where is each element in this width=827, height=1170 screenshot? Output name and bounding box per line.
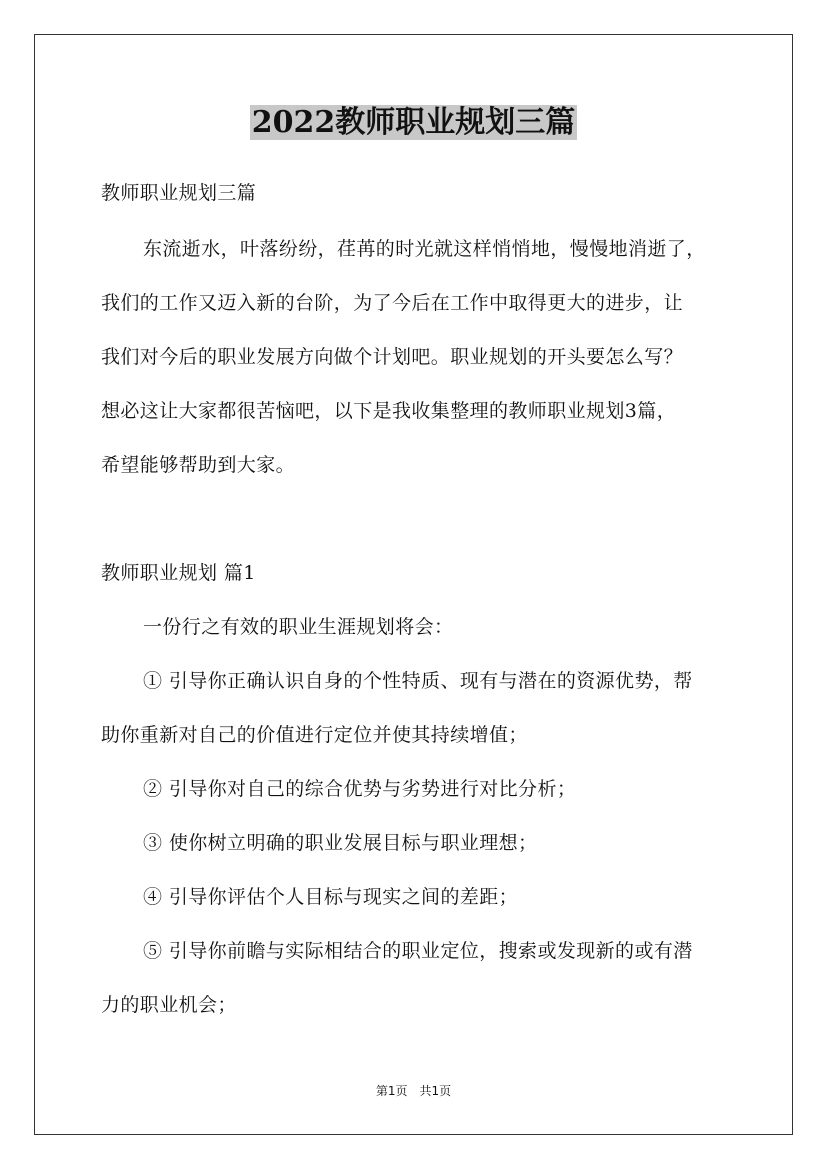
list-item-5: ⑤ 引导你前瞻与实际相结合的职业定位，搜索或发现新的或有潜 — [143, 940, 693, 962]
intro-line-4: 想必这让大家都很苦恼吧，以下是我收集整理的教师职业规划3篇， — [101, 400, 677, 422]
document-subtitle: 教师职业规划三篇 — [101, 182, 257, 204]
list-item-1: ① 引导你正确认识自身的个性特质、现有与潜在的资源优势，帮 — [143, 670, 693, 692]
section-lead: 一份行之有效的职业生涯规划将会： — [143, 616, 454, 638]
intro-line-2: 我们的工作又迈入新的台阶，为了今后在工作中取得更大的进步，让 — [101, 292, 684, 314]
list-item-1-continued: 助你重新对自己的价值进行定位并使其持续增值； — [101, 724, 528, 746]
intro-line-1: 东流逝水，叶落纷纷，荏苒的时光就这样悄悄地，慢慢地消逝了， — [143, 238, 706, 260]
intro-line-5: 希望能够帮助到大家。 — [101, 454, 296, 476]
document-title-text: 2022教师职业规划三篇 — [251, 105, 576, 140]
list-item-5-continued: 力的职业机会； — [101, 994, 237, 1016]
document-title — [0, 103, 827, 143]
list-item-4: ④ 引导你评估个人目标与现实之间的差距； — [143, 886, 519, 908]
list-item-3: ③ 使你树立明确的职业发展目标与职业理想； — [143, 832, 538, 854]
intro-line-3: 我们对今后的职业发展方向做个计划吧。职业规划的开头要怎么写？ — [101, 346, 684, 368]
list-item-2: ② 引导你对自己的综合优势与劣势进行对比分析； — [143, 778, 577, 800]
page-footer: 第1页 共1页 — [375, 1084, 452, 1098]
section-heading: 教师职业规划 篇1 — [101, 562, 256, 584]
